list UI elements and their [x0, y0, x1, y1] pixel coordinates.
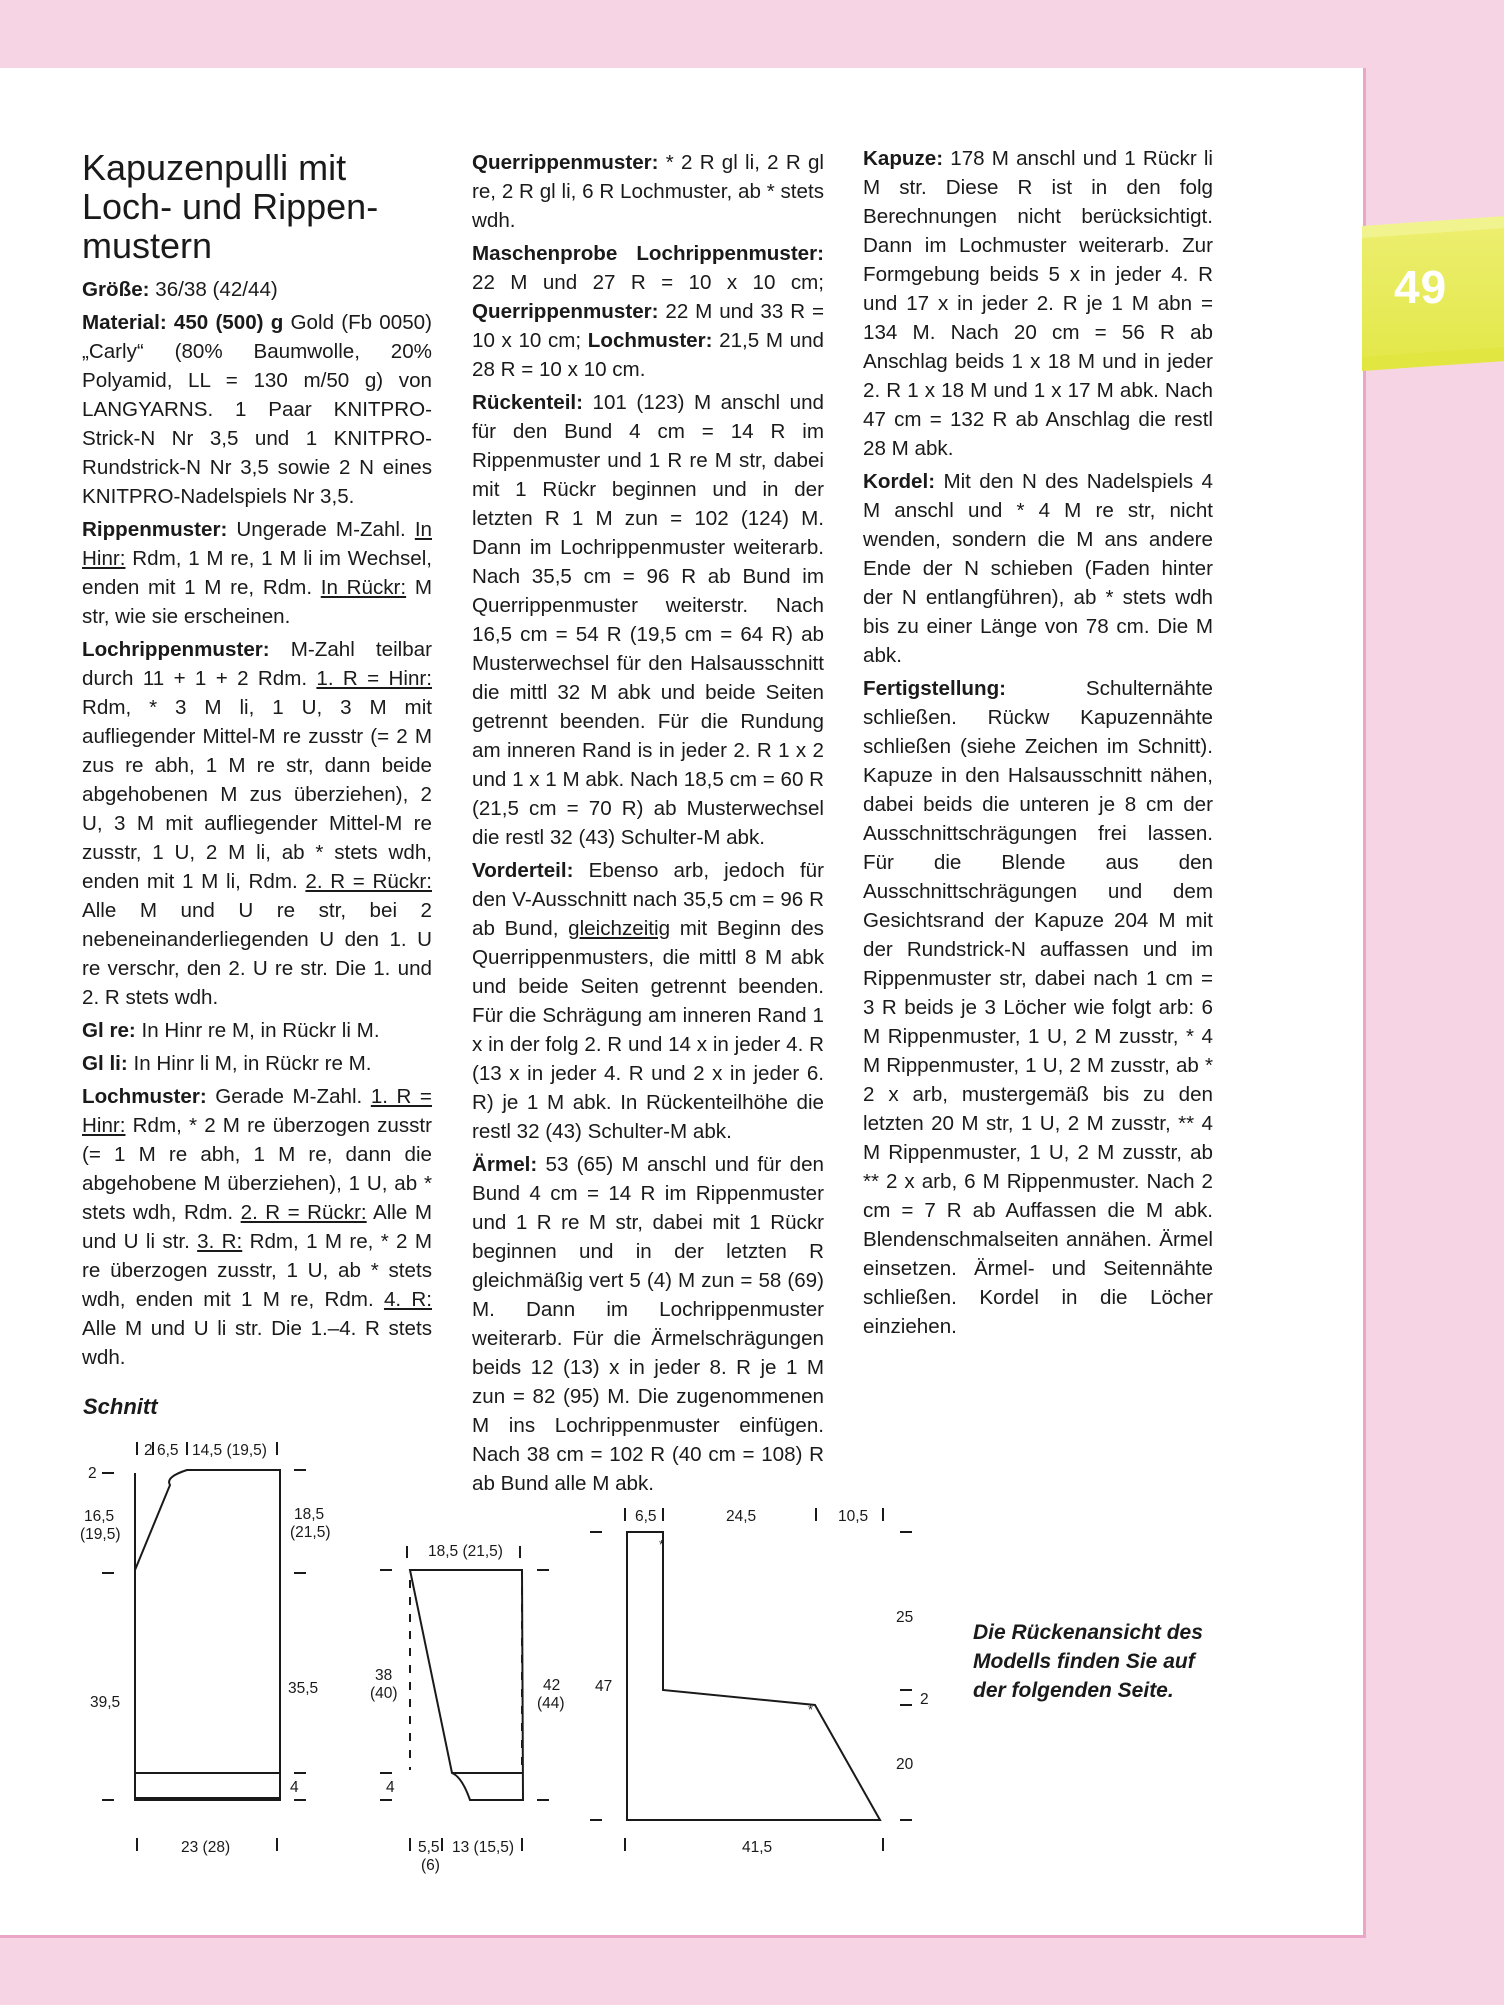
aermel: Ärmel: 53 (65) M anschl und für den Bund 4 cm = 14 R im Rippenmuster und 1 R re M str, dabei mit 1 Rückr beginnen und in der letzten R gleichmäßig vert 5 (4) M zun = 58 (69) M. Dann im Lochrippenmuster weiterarb. Für die Ärmelschrägungen beids 12 (13) x in jeder 8. R je 1 M zun = 82 (95) M. Die zugenommenen M ins Lochrippenmuster einfügen. Nach 38 cm = 102 R (40 cm = 108) R ab Bund alle M abk. — [472, 1153, 824, 1495]
body-dim-left-a2: (19,5) — [80, 1526, 121, 1543]
hood-star-top: * — [659, 1537, 665, 1552]
hood-dim-top-a: 6,5 — [635, 1508, 657, 1525]
body-dim-right-a2: (21,5) — [290, 1524, 331, 1541]
maschenprobe: Maschenprobe Lochrippenmuster: 22 M und 27 R = 10 x 10 cm; Querrippenmuster: 22 M und 33 R = 10 x 10 cm; Lochmuster: 21,5 M und 28 R = 10 x 10 cm. — [472, 242, 824, 381]
material: Material: 450 (500) g Gold (Fb 0050) „Carly“ (80% Baumwolle, 20% Polyamid, LL = 130 m/50 g) von LANGYARNS. 1 Paar KNITPRO-Strick-N Nr 3,5 und 1 KNITPRO-Rundstrick-N Nr 3,5 sowie 2 N eines KNITPRO-Nadelspiels Nr 3,5. — [82, 311, 432, 508]
body-dim-bottom: 23 (28) — [181, 1839, 231, 1856]
article-title: Kapuzenpulli mit Loch- und Rippenmustern — [82, 147, 379, 266]
hood-dim-bottom: 41,5 — [742, 1839, 773, 1856]
back-view-note: Die Rückenansicht des Modells finden Sie auf der folgenden Seite. — [973, 1621, 1203, 1702]
lochmuster: Lochmuster: Gerade M-Zahl. 1. R = Hinr: Rdm, * 2 M re überzogen zusstr (= 1 M re abh, 1 M re, dann die abgehobene M überziehen), 1 U, ab * stets wdh, Rdm. 2. R = Rückr: Alle M und U li str. 3. R: Rdm, 1 M re, * 2 M re überzogen zusstr, 1 U, ab * stets wdh, enden mit 1 M re, Rdm. 4. R: Alle M und U li str. Die 1.–4. R stets wdh. — [82, 1085, 432, 1369]
sleeve-dim-left-a2: (40) — [370, 1685, 398, 1702]
sleeve-dim-right-a2: (44) — [537, 1695, 565, 1712]
column-2 — [472, 148, 824, 1502]
hood-dim-top-b: 24,5 — [726, 1508, 757, 1525]
body-dim-right-b: 35,5 — [288, 1680, 319, 1697]
rueckenteil: Rückenteil: 101 (123) M anschl und für den Bund 4 cm = 14 R im Rippenmuster und 1 R re M str, dabei mit 1 Rückr beginnen und in der letzten R 1 M zun = 102 (124) M. Dann im Lochrippenmuster weiterarb. Nach 35,5 cm = 96 R ab Bund im Querrippenmuster weiterstr. Nach 16,5 cm = 54 R (19,5 cm = 64 R) ab Musterwechsel für den Halsausschnitt die mittl 32 M abk und beide Seiten getrennt beenden. Für die Rundung am inneren Rand is in jeder 2. R 1 x 2 und 1 x 1 M abk. Nach 18,5 cm = 60 R (21,5 cm = 70 R) ab Musterwechsel die restl 32 (43) Schulter-M abk. — [472, 391, 824, 849]
body-dim-right-a: 18,5 — [294, 1506, 325, 1523]
column-1 — [82, 148, 432, 1376]
lochrippenmuster: Lochrippenmuster: M-Zahl teilbar durch 11 + 1 + 2 Rdm. 1. R = Hinr: Rdm, * 3 M li, 1 U, 3 M mit aufliegender Mittel-M re zusstr (= 2 M zus re abh, 1 M re str, dann beide abgehobenen M zus überziehen), 2 U, 3 M mit aufliegender Mittel-M re zusstr, 1 U, 2 M li, ab * stets wdh, enden mit 1 M li, Rdm. 2. R = Rückr: Alle M und U re str, bei 2 nebeneinanderliegenden U den 1. U re verschr, den 2. U re str. Die 1. und 2. R stets wdh. — [82, 638, 432, 1009]
hood-dim-right-c: 20 — [896, 1756, 914, 1773]
sleeve-dim-right-a: 42 — [543, 1677, 561, 1694]
sleeve-dim-top: 18,5 (21,5) — [428, 1543, 503, 1560]
body-dim-top-b: 6,5 — [157, 1442, 179, 1459]
body-dim-top-a: 2 — [144, 1442, 153, 1459]
hood-dim-right-b: 2 — [920, 1691, 929, 1708]
hood-dim-left: 47 — [595, 1678, 613, 1695]
gl-re: Gl re: In Hinr re M, in Rückr li M. — [82, 1019, 380, 1042]
sleeve-dim-bottom-a2: (6) — [421, 1857, 440, 1874]
sleeve-dim-bottom-b: 13 (15,5) — [452, 1839, 515, 1856]
sleeve-dim-bottom-a: 5,5 — [418, 1839, 440, 1856]
groesse: Größe: 36/38 (42/44) — [82, 278, 278, 301]
hood-dim-top-c: 10,5 — [838, 1508, 869, 1525]
body-dim-left-2: 2 — [88, 1465, 97, 1482]
schnitt-heading: Schnitt — [83, 1394, 158, 1419]
kordel: Kordel: Mit den N des Nadelspiels 4 M anschl und * 4 M re str, nicht wenden, sondern die M ans andere Ende der N schieben (Faden hinter der N entlangführen), ab * stets wdh bis zu einer Länge von 78 cm. Die M abk. — [863, 470, 1213, 667]
querrippenmuster: Querrippenmuster: * 2 R gl li, 2 R gl re, 2 R gl li, 6 R Lochmuster, ab * stets wdh. — [472, 151, 824, 232]
page-number: 49 — [1394, 261, 1448, 313]
hood-star-mid: * — [808, 1702, 814, 1717]
body-dim-right-c: 4 — [290, 1779, 299, 1796]
sleeve-dim-left-b: 4 — [386, 1779, 395, 1796]
gl-li: Gl li: In Hinr li M, in Rückr re M. — [82, 1052, 372, 1075]
column-3 — [863, 144, 1213, 1345]
body-dim-left-b: 39,5 — [90, 1694, 121, 1711]
body-dim-left-a: 16,5 — [84, 1508, 115, 1525]
vorderteil: Vorderteil: Ebenso arb, jedoch für den V-Ausschnitt nach 35,5 cm = 96 R ab Bund, gleichzeitig mit Beginn des Querrippenmusters, die mittl 8 M abk und beide Seiten getrennt beenden. Für die Schrägung am inneren Rand 1 x in der folg 2. R und 14 x in jeder 4. R (13 x in jeder 4. R und 2 x in jeder 6. R) je 1 M abk. In Rückenteilhöhe die restl 32 (43) Schulter-M abk. — [472, 859, 824, 1143]
sleeve-dim-left-a: 38 — [375, 1667, 393, 1684]
rippenmuster: Rippenmuster: Ungerade M-Zahl. In Hinr: Rdm, 1 M re, 1 M li im Wechsel, enden mit 1 M re, Rdm. In Rückr: M str, wie sie erscheinen. — [82, 518, 432, 628]
hood-dim-right-a: 25 — [896, 1609, 914, 1626]
fertigstellung: Fertigstellung: Schulternähte schließen. Rückw Kapuzennähte schließen (siehe Zeichen im Schnitt). Kapuze in den Halsausschnitt nähen, dabei beids die unteren je 8 cm der Ausschnittschrägungen frei lassen. Für die Blende aus den Ausschnittschrägungen und dem Gesichtsrand der Kapuze 204 M mit der Rundstrick-N auffassen und im Rippenmuster str, dabei nach 1 cm = 3 R beids je 3 Löcher wie folgt arb: 6 M Rippenmuster, 1 U, 2 M zusstr, * 4 M Rippenmuster, 1 U, 2 M zusstr, ab * 2 x arb, mustergemäß bis zu den letzten 20 M str, 1 U, 2 M zusstr, ** 4 M Rippenmuster, 1 U, 2 M zusstr, ab ** 2 x arb, 6 M Rippenmuster. Nach 2 cm = 7 R ab Auffassen die M abk. Blendenschmalseiten annähen. Ärmel einsetzen. Ärmel- und Seitennähte schließen. Kordel in die Löcher einziehen. — [863, 677, 1213, 1338]
kapuze: Kapuze: 178 M anschl und 1 Rückr li M str. Diese R ist in den folg Berechnungen nicht berücksichtigt. Dann im Lochmuster weiterarb. Zur Formgebung beids 5 x in jeder 4. R und 17 x in jeder 2. R je 1 M abn = 134 M. Nach 20 cm = 56 R ab Anschlag beids 1 x 18 M und in jeder 2. R 1 x 18 M und 1 x 17 M abk. Nach 47 cm = 132 R ab Anschlag die restl 28 M abk. — [863, 147, 1213, 460]
body-dim-top-c: 14,5 (19,5) — [192, 1442, 267, 1459]
